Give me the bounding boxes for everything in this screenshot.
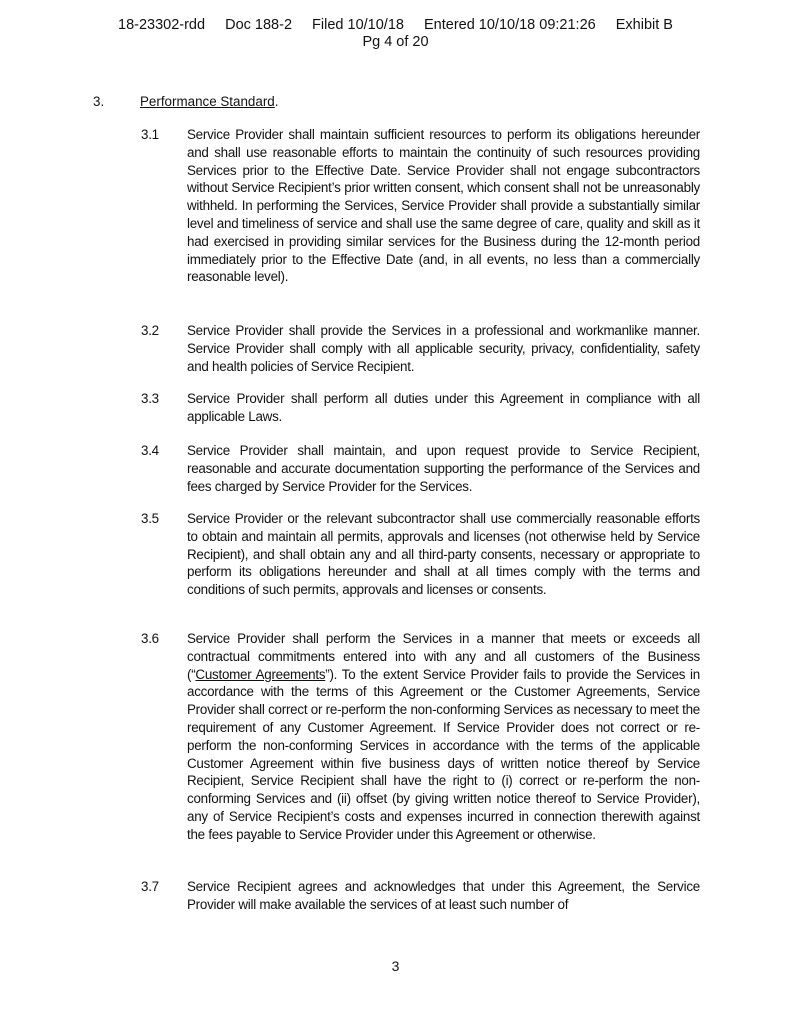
paragraph-text: Service Provider shall perform all duties under this Agreement in compliance with all applicable Laws. [187,391,700,424]
paragraph-number: 3.6 [141,631,159,646]
case-number: 18-23302-rdd [118,17,206,33]
paragraph-text: Service Provider shall provide the Services in a professional and workmanlike manner. Service Provider shall comply with all applicable security, privacy, confidentiality, safety and health policies of Service Recipient. [187,323,700,374]
paragraph-3-3 [141,390,700,426]
paragraph-text-part-b: ”). To the extent Service Provider fails to provide the Services in accordance with the terms of this Agreement or the Customer Agreements, Service Provider shall correct or re-perform the non-conforming Services as necessary to meet the requirement of any Customer Agreement. If Service Provider does not correct or re-perform the non-conforming Services in accordance with the terms of the applicable Customer Agreement within five business days of written notice thereof by Service Recipient, Service Recipient shall have the right to (i) correct or re-perform the non-conforming Services and (ii) offset (by giving written notice thereof to Service Provider), any of Service Recipient’s costs and expenses incurred in connection therewith against the fees payable to Service Provider under this Agreement or otherwise. [187,666,700,842]
paragraph-number: 3.5 [141,511,159,526]
paragraph-3-7 [141,878,700,914]
paragraph-number: 3.3 [141,391,159,406]
paragraph-text: Service Provider shall maintain sufficient resources to perform its obligations hereunder and shall use reasonable efforts to maintain the continuity of such resources providing Services prior to the Effective Date. Service Provider shall not engage subcontractors without Service Recipient’s prior written consent, which consent shall not be unreasonably withheld. In performing the Services, Service Provider shall provide a substantially similar level and timeliness of service and shall use the same degree of care, quality and skill as it had exercised in providing similar services for the Business during the 12-month period immediately prior to the Effective Date (and, in all events, no less than a commercially reasonable level). [187,127,700,285]
doc-number: Doc 188-2 [225,17,293,33]
filing-info-line [0,17,791,34]
paragraph-text-part-a: Service Provider shall perform the Services in a manner that meets or exceeds all contractual commitments entered into with any and all customers of the Business (“ [187,631,700,682]
paragraph-3-6 [141,630,700,844]
paragraph-number: 3.1 [141,127,159,142]
page-count: Pg 4 of 20 [362,34,429,50]
paragraph-3-5 [141,510,700,599]
paragraph-text: Service Provider shall maintain, and upon request provide to Service Recipient, reasonable and accurate documentation supporting the performance of the Services and fees charged by Service Provider for the Services. [187,443,700,494]
paragraph-number: 3.7 [141,879,159,894]
paragraph-text [187,630,700,844]
entered-date: Entered 10/10/18 09:21:26 [423,17,596,33]
paragraph-3-1 [141,126,700,286]
defined-term-customer-agreements: Customer Agreements [195,666,326,682]
filed-date: Filed 10/10/18 [312,17,404,33]
section-heading [93,94,278,110]
paragraph-3-4 [141,442,700,495]
paragraph-number: 3.4 [141,443,159,458]
section-title-period: . [274,94,279,109]
paragraph-number: 3.2 [141,323,159,338]
court-filing-header [0,17,791,51]
page-number-footer: 3 [391,958,400,974]
section-number: 3. [93,94,105,109]
paragraph-3-2 [141,322,700,375]
section-title: Performance Standard [140,94,275,109]
exhibit-label: Exhibit B [615,17,673,33]
paragraph-text: Service Provider or the relevant subcontractor shall use commercially reasonable efforts to obtain and maintain all permits, approvals and licenses (not otherwise held by Service Recipient), and shall obtain any and all third-party consents, necessary or appropriate to perform its obligations hereunder and shall at all times comply with the terms and conditions of such permits, approvals and licenses or consents. [187,511,700,598]
paragraph-text: Service Recipient agrees and acknowledges that under this Agreement, the Service Provider will make available the services of at least such number of [187,879,700,912]
